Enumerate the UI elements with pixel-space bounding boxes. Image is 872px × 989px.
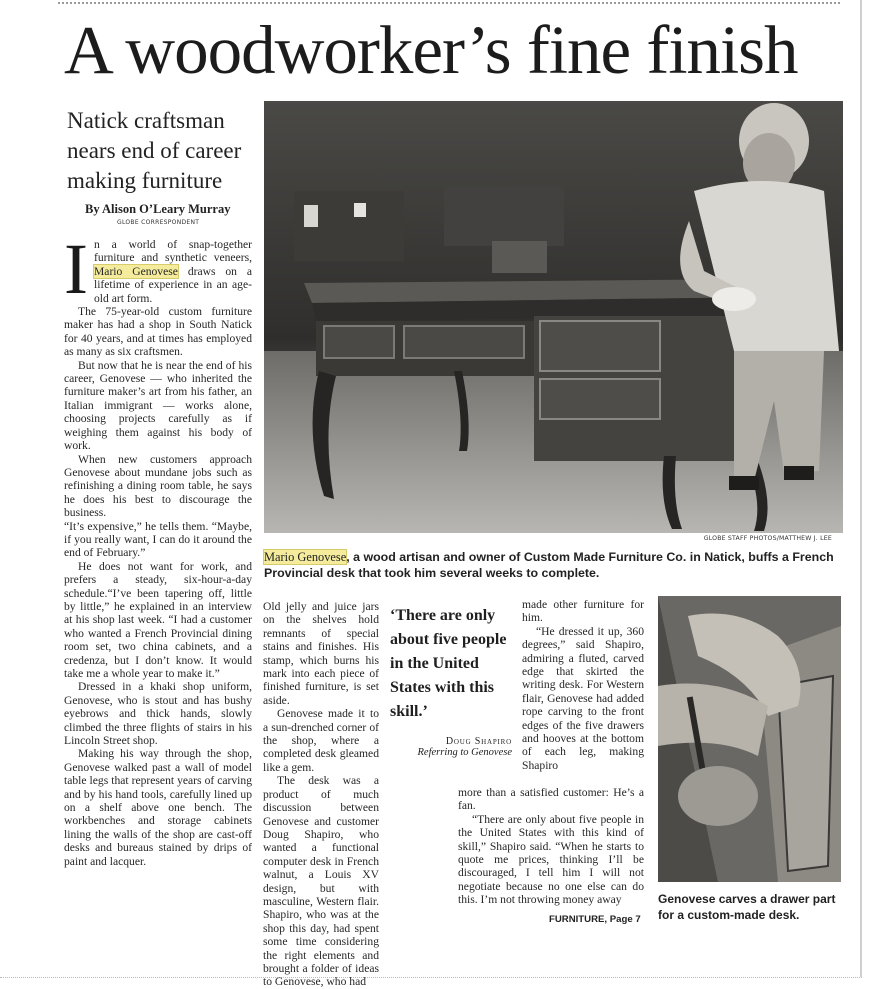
paragraph: Old jelly and juice jars on the shelves hold remnants of special stains and finishes. His stamp, which burns his mark into each piece of finished furniture, is set aside. — [263, 600, 379, 707]
body-column-3 — [522, 598, 644, 772]
deck-subheadline: Natick craftsman nears end of career making furniture — [67, 108, 242, 193]
jump-line: FURNITURE, Page 7 — [549, 914, 641, 925]
paragraph: Making his way through the shop, Genovese walked past a wall of model table legs that represent years of carving and by his hand tools, carefully lined up on a shelf above one bench. The workbenches and storage cabinets lining the walls of the shop are cast-off desks and bureaus stained by drips of paint and lacquer. — [64, 747, 252, 868]
paragraph: He does not want for work, and prefers a steady, six-hour-a-day schedule.“I’ve been tapering off, little by little,” he explained in an interview at his shop last week. “I had a customer who wanted a French Provincial dining room set, two china cabinets, and a credenza, but I don’t know. It would take me a whole year to make it.” — [64, 559, 252, 680]
paragraph: When new customers approach Genovese about mundane jobs such as refinishing a dining room table, he says he does his best to discourage the business. — [64, 452, 252, 520]
paragraph: Dressed in a khaki shop uniform, Genovese, who is stout and has bushy eyebrows and thick hands, slowly climbed the three flights of stairs in his Lincoln Street shop. — [64, 680, 252, 748]
byline-title: GLOBE CORRESPONDENT — [117, 219, 200, 226]
byline: By Alison O’Leary Murray — [85, 202, 231, 216]
woodworker-desk-photo — [264, 101, 843, 533]
paragraph: The 75-year-old custom furniture maker has had a shop in South Natick for 40 years, and at times has employed as many as six craftsmen. — [64, 305, 252, 359]
top-rule — [58, 2, 840, 4]
main-photo-caption: Mario Genovese, a wood artisan and owner of Custom Made Furniture Co. in Natick, buffs a French Provincial desk that took him several weeks to complete. — [264, 550, 834, 580]
paragraph: “It’s expensive,” he tells them. “Maybe, if you really want, I can do it around the end of February.” — [64, 519, 252, 560]
paragraph: But now that he is near the end of his career, Genovese — who inherited the furniture maker’s art from his father, an Italian immigrant — works alone, choosing projects carefully as if weighing them against his body of work. — [64, 358, 252, 453]
paragraph: “There are only about five people in the United States with this kind of skill,” Shapiro said. “When he starts to quote me prices, thinking I’ll be discouraged, I tell him I will not negotiate because no one else can do this. I’m not throwing money away — [458, 812, 644, 907]
paragraph: more than a satisfied customer: He’s a fan. — [458, 786, 644, 813]
small-photo — [658, 596, 841, 882]
headline: A woodworker’s fine finish — [64, 12, 798, 88]
small-photo-caption: Genovese carves a drawer part for a custom-made desk. — [658, 892, 836, 922]
pull-quote-source: Doug Shapiro — [445, 736, 512, 747]
drop-cap: I — [64, 229, 88, 309]
body-column-3-lower — [458, 786, 644, 907]
paragraph: The desk was a product of much discussion between Genovese and customer Doug Shapiro, who wanted a functional computer desk in French walnut, a Louis XV design, but with masculine, Western flair. Shapiro, who was at the shop this day, had spent some time considering the right elements and brought a folder of ideas to Genovese, who had — [263, 774, 379, 989]
pull-quote-ref: Referring to Genovese — [417, 747, 512, 758]
carving-hands-photo — [658, 596, 841, 882]
caption-name: Mario Genovese — [264, 550, 347, 564]
body-column-2 — [263, 600, 379, 989]
paragraph: “He dressed it up, 360 degrees,” said Shapiro, admiring a fluted, carved edge that skirted the writing desk. For Western flair, Genovese had added rope carving to the front edges of the five drawers and hooves at the bottom of each leg, making Shapiro — [522, 624, 644, 772]
photo-credit: GLOBE STAFF PHOTOS/MATTHEW J. LEE — [703, 535, 832, 542]
paragraph: Genovese made it to a sun-drenched corner of the shop, where a completed desk gleamed like a gem. — [263, 707, 379, 774]
body-column-1 — [64, 229, 252, 868]
pull-quote — [390, 604, 512, 758]
paragraph: made other furniture for him. — [522, 598, 644, 625]
highlighted-name: Mario Genovese — [93, 264, 178, 278]
main-photo — [264, 101, 843, 533]
pull-quote-text: ‘There are only about five people in the United States with this skill.’ — [390, 607, 507, 720]
lead-paragraph: In a world of snap-together furniture and synthetic veneers, Mario Genovese draws on a lifetime of experience in an age-old art form. — [64, 229, 252, 309]
page-edge — [866, 0, 872, 983]
